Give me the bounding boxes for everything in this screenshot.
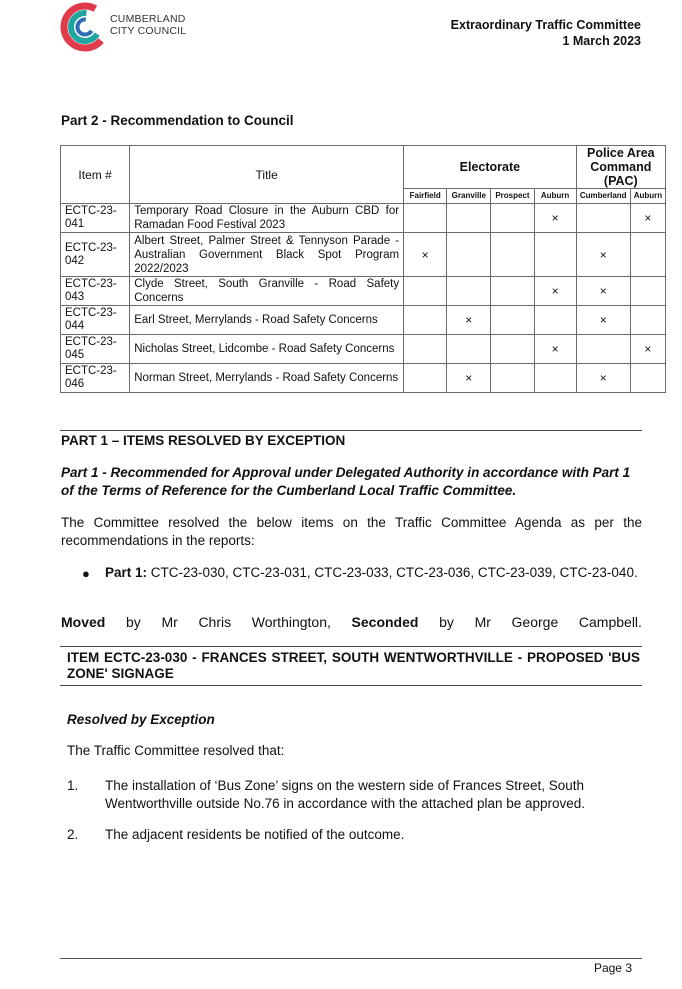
table-row: [61, 204, 666, 233]
mark-cell: [404, 335, 447, 364]
mark-cell: [491, 306, 534, 335]
mark-cell: [447, 335, 491, 364]
list-item-text: The adjacent residents be notified of the outcome.: [105, 827, 405, 842]
committee-name: Extraordinary Traffic Committee: [450, 18, 641, 32]
mark-cell: [491, 364, 534, 393]
meeting-date: 1 March 2023: [562, 34, 641, 48]
recommendation-table: [60, 145, 666, 393]
table-row: [61, 364, 666, 393]
mark-cell: [576, 306, 630, 335]
list-item-text: The installation of ‘Bus Zone’ signs on the western side of Frances Street, South Wentworthville outside No.76 in accordance with the attached plan be approved.: [105, 778, 586, 811]
col-header-title: Title: [130, 146, 404, 204]
item-number-cell: ECTC-23-046: [61, 364, 130, 393]
table-row: [61, 277, 666, 306]
mark-cell: [534, 364, 576, 393]
mark-cell: [534, 204, 576, 233]
part1-subtitle: Part 1 - Recommended for Approval under Delegated Authority in accordance with Part 1 of the Terms of Reference for the Cumberland Local Traffic Committee.: [61, 465, 631, 498]
table-row: [61, 233, 666, 277]
cross-mark-icon: ×: [465, 371, 473, 385]
mark-cell: [630, 364, 665, 393]
moved-word: Mr: [161, 614, 178, 630]
mark-cell: [447, 364, 491, 393]
seconded-label: Seconded: [351, 614, 419, 630]
item-heading: ITEM ECTC-23-030 - FRANCES STREET, SOUTH WENTWORTHVILLE - PROPOSED 'BUS ZONE' SIGNAGE: [67, 650, 640, 681]
mark-cell: [447, 306, 491, 335]
resolved-intro: The Traffic Committee resolved that:: [67, 743, 285, 758]
col-header-sub: Fairfield: [404, 189, 447, 204]
footer-divider: [60, 958, 642, 959]
section-divider: [60, 430, 642, 431]
item-number-cell: ECTC-23-043: [61, 277, 130, 306]
intro-paragraph: The Committee resolved the below items on the Traffic Committee Agenda as per the recommendations in the reports:: [61, 515, 642, 548]
col-header-sub: Prospect: [491, 189, 534, 204]
mark-cell: [404, 364, 447, 393]
item-number-cell: ECTC-23-041: [61, 204, 130, 233]
list-number: 2.: [67, 827, 79, 842]
col-header-item: Item #: [61, 146, 130, 204]
col-group-electorate: Electorate: [404, 146, 577, 189]
moved-label: Moved: [61, 614, 106, 630]
cross-mark-icon: ×: [551, 342, 559, 356]
cross-mark-icon: ×: [644, 211, 652, 225]
mark-cell: [630, 204, 665, 233]
mark-cell: [404, 233, 447, 277]
mark-cell: [447, 204, 491, 233]
mark-cell: [630, 335, 665, 364]
moved-word: by: [126, 614, 141, 630]
mark-cell: [447, 233, 491, 277]
moved-word: Worthington,: [251, 614, 331, 630]
cross-mark-icon: ×: [551, 284, 559, 298]
resolved-heading: Resolved by Exception: [67, 712, 215, 727]
col-header-sub: Cumberland: [576, 189, 630, 204]
bullet-icon: ●: [82, 566, 90, 581]
item-number-cell: ECTC-23-042: [61, 233, 130, 277]
cross-mark-icon: ×: [599, 247, 607, 262]
mark-cell: [576, 233, 630, 277]
item-title-cell: Norman Street, Merrylands - Road Safety Concerns: [130, 364, 404, 393]
logo-line-2: CITY COUNCIL: [110, 25, 187, 37]
col-header-sub: Auburn: [534, 189, 576, 204]
logo-line-1: CUMBERLAND: [110, 13, 186, 25]
cross-mark-icon: ×: [599, 371, 607, 385]
table-row: [61, 306, 666, 335]
mark-cell: [534, 306, 576, 335]
moved-seconded-line: [61, 613, 642, 631]
mark-cell: [630, 277, 665, 306]
part2-title: Part 2 - Recommendation to Council: [61, 113, 294, 128]
col-group-pac: Police Area Command (PAC): [576, 146, 665, 189]
council-logo: [60, 2, 220, 52]
mark-cell: [630, 233, 665, 277]
cross-mark-icon: ×: [599, 313, 607, 327]
mark-cell: [491, 335, 534, 364]
item-number-cell: ECTC-23-045: [61, 335, 130, 364]
mark-cell: [534, 277, 576, 306]
mark-cell: [447, 277, 491, 306]
cross-mark-icon: ×: [644, 342, 652, 356]
part1-title: PART 1 – ITEMS RESOLVED BY EXCEPTION: [61, 433, 346, 448]
mark-cell: [534, 233, 576, 277]
cross-mark-icon: ×: [551, 211, 559, 225]
mark-cell: [404, 306, 447, 335]
seconded-word: George: [511, 614, 559, 630]
item-number-cell: ECTC-23-044: [61, 306, 130, 335]
mark-cell: [630, 306, 665, 335]
logo-text: [110, 13, 186, 37]
item-title-cell: Temporary Road Closure in the Auburn CBD for Ramadan Food Festival 2023: [130, 204, 404, 233]
seconded-word: by: [439, 614, 454, 630]
item-title-cell: Earl Street, Merrylands - Road Safety Concerns: [130, 306, 404, 335]
col-header-sub: Auburn: [630, 189, 665, 204]
mark-cell: [404, 204, 447, 233]
col-header-sub: Granville: [447, 189, 491, 204]
bullet-text: CTC-23-030, CTC-23-031, CTC-23-033, CTC-23-036, CTC-23-039, CTC-23-040.: [147, 565, 638, 580]
mark-cell: [491, 277, 534, 306]
mark-cell: [576, 204, 630, 233]
item-title-cell: Clyde Street, South Granville - Road Safety Concerns: [130, 277, 404, 306]
table-row: [61, 335, 666, 364]
page-number: Page 3: [593, 961, 632, 975]
mark-cell: [576, 277, 630, 306]
moved-word: Chris: [198, 614, 232, 630]
mark-cell: [576, 335, 630, 364]
mark-cell: [491, 233, 534, 277]
item-title-cell: Nicholas Street, Lidcombe - Road Safety Concerns: [130, 335, 404, 364]
mark-cell: [576, 364, 630, 393]
mark-cell: [534, 335, 576, 364]
bullet-label: Part 1:: [105, 565, 148, 580]
cross-mark-icon: ×: [465, 313, 473, 327]
part1-items-bullet: [105, 564, 642, 582]
mark-cell: [491, 204, 534, 233]
header-info: [451, 17, 641, 49]
list-number: 1.: [67, 778, 79, 793]
cross-mark-icon: ×: [421, 247, 429, 262]
cumberland-logo-icon: [60, 2, 110, 52]
item-title-cell: Albert Street, Palmer Street & Tennyson Parade - Australian Government Black Spot Program 2022/2023: [130, 233, 404, 277]
seconded-word: Mr: [474, 614, 491, 630]
cross-mark-icon: ×: [599, 284, 607, 298]
seconded-word: Campbell.: [578, 614, 642, 630]
mark-cell: [404, 277, 447, 306]
